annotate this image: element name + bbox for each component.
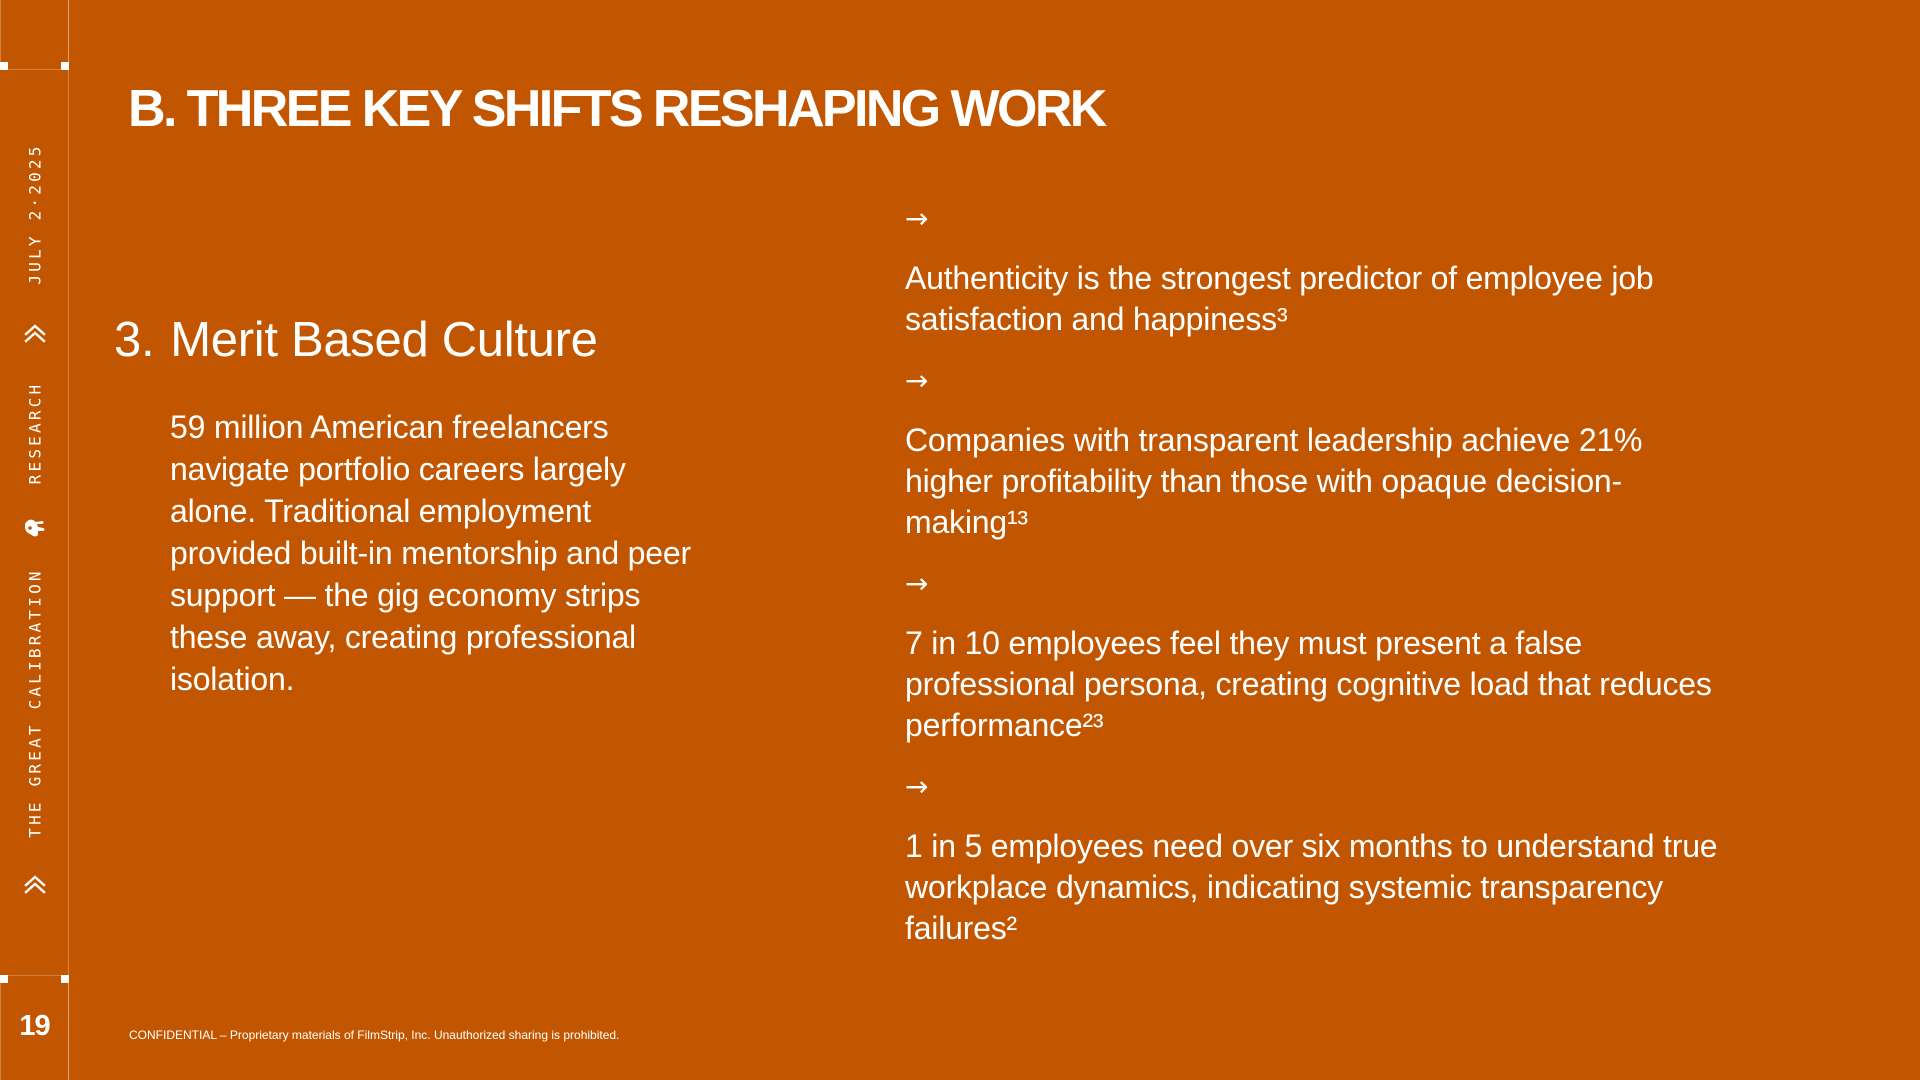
section-heading-text: Merit Based Culture [170,313,598,367]
corner-marker [61,62,69,70]
arrow-right-icon: → [905,770,929,803]
arrow-right-icon: → [905,567,929,600]
stat-item [905,563,1725,746]
sidebar-deck-label: THE GREAT CALIBRATION [25,568,45,838]
stat-item [905,198,1725,340]
section-body: 59 million American freelancers navigate portfolio careers largely alone. Traditional employment provided built-in mentorship and peer support — the gig economy strips these away, creating professional isolation. [170,409,691,697]
sidebar [0,0,69,1080]
slide-title: B. THREE KEY SHIFTS RESHAPING WORK [128,80,1105,138]
double-chevron-up-icon [21,319,49,347]
sidebar-section-label: RESEARCH [25,381,45,485]
section-heading [114,305,598,375]
stat-item [905,360,1725,543]
section-number: 3. [114,313,155,367]
page-number: 19 [19,1010,50,1042]
pointing-hand-icon [21,514,49,542]
corner-marker [0,62,8,70]
confidentiality-footer: CONFIDENTIAL – Proprietary materials of FilmStrip, Inc. Unauthorized sharing is prohibited. [129,1028,620,1042]
stat-text: Authenticity is the strongest predictor of employee job satisfaction and happiness³ [905,260,1654,337]
stat-text: Companies with transparent leadership achieve 21% higher profitability than those with opaque decision-making¹³ [905,422,1643,540]
stats-list [905,198,1725,969]
sidebar-date-label: JULY 2·2025 [25,143,45,285]
corner-marker [61,975,69,983]
double-chevron-up-icon [21,870,49,898]
stat-text: 1 in 5 employees need over six months to understand true workplace dynamics, indicating systemic transparency failures² [905,828,1718,946]
arrow-right-icon: → [905,202,929,235]
stat-text: 7 in 10 employees feel they must present a false professional persona, creating cognitive load that reduces performance²³ [905,625,1712,743]
corner-marker [0,975,8,983]
stat-item [905,766,1725,949]
sidebar-top-box [0,0,69,70]
arrow-right-icon: → [905,364,929,397]
